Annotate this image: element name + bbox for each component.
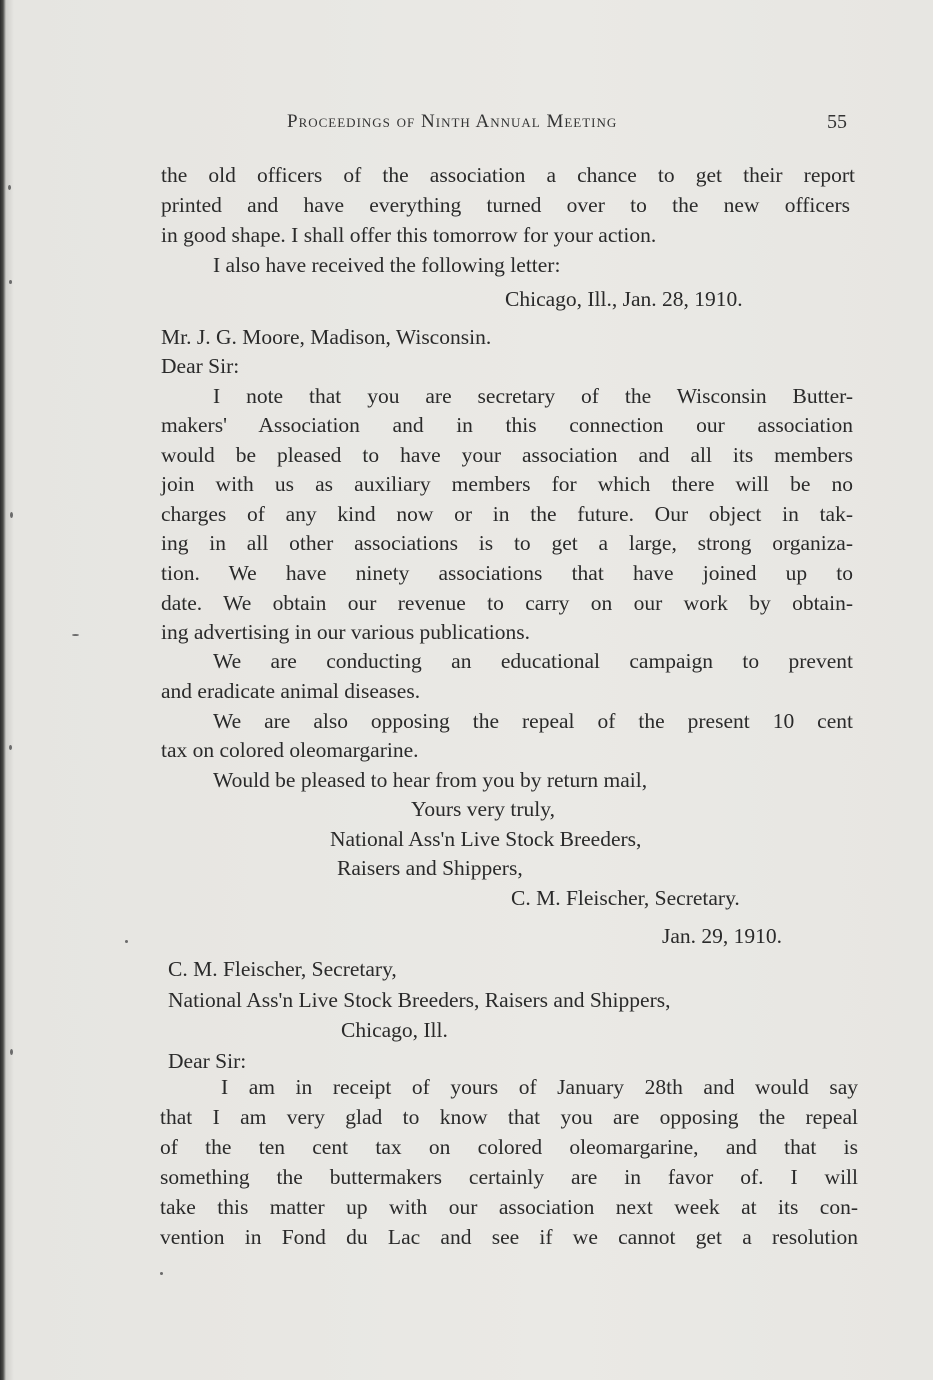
- text-line: tax on colored oleomargarine.: [161, 738, 419, 762]
- text-line: tion. We have ninety associations that have joined up to: [161, 561, 853, 585]
- paper-speck: [72, 634, 79, 636]
- signature-name: C. M. Fleischer, Secretary.: [511, 886, 740, 910]
- text-line: Would be pleased to hear from you by return mail,: [213, 768, 648, 792]
- paper-speck: [10, 512, 13, 518]
- text-line: makers' Association and in this connection our association: [161, 413, 853, 437]
- text-line: I note that you are secretary of the Wisconsin Butter-: [213, 384, 853, 408]
- text-line: We are also opposing the repeal of the present 10 cent: [213, 709, 853, 733]
- text-line: the old officers of the association a chance to get their report: [161, 163, 855, 187]
- text-line: of the ten cent tax on colored oleomargarine, and that is: [160, 1135, 858, 1159]
- text-line: would be pleased to have your association and all its members: [161, 443, 853, 467]
- paper-speck: [10, 1049, 13, 1055]
- signature-org: Raisers and Shippers,: [337, 856, 523, 880]
- reply-recipient: C. M. Fleischer, Secretary,: [168, 957, 397, 981]
- reply-recipient-city: Chicago, Ill.: [341, 1018, 448, 1042]
- reply-date: Jan. 29, 1910.: [662, 924, 783, 948]
- text-line: ing advertising in our various publications.: [161, 620, 531, 644]
- letter-date: Chicago, Ill., Jan. 28, 1910.: [505, 287, 743, 311]
- text-line: I also have received the following letter:: [213, 253, 561, 277]
- text-line: date. We obtain our revenue to carry on our work by obtain-: [161, 591, 853, 615]
- signature-org: National Ass'n Live Stock Breeders,: [330, 827, 642, 851]
- paper-speck: [8, 185, 11, 190]
- salutation: Dear Sir:: [161, 354, 240, 378]
- paper-speck: [125, 940, 128, 943]
- text-line: I am in receipt of yours of January 28th and would say: [221, 1075, 858, 1099]
- text-line: charges of any kind now or in the future. Our object in tak-: [161, 502, 853, 526]
- running-head: Proceedings of Ninth Annual Meeting: [287, 111, 618, 132]
- salutation: Dear Sir:: [168, 1049, 247, 1073]
- paper-speck: [160, 1272, 163, 1275]
- paper-speck: [9, 745, 12, 750]
- letter-recipient: Mr. J. G. Moore, Madison, Wisconsin.: [161, 325, 492, 349]
- text-line: vention in Fond du Lac and see if we cannot get a resolution: [160, 1225, 858, 1249]
- paper-speck: [9, 280, 12, 284]
- text-line: take this matter up with our association next week at its con-: [160, 1195, 858, 1219]
- text-line: printed and have everything turned over to the new officers: [161, 193, 850, 217]
- text-line: ing in all other associations is to get a large, strong organiza-: [161, 531, 853, 555]
- text-line: in good shape. I shall offer this tomorrow for your action.: [161, 223, 657, 247]
- page-number: 55: [827, 111, 847, 133]
- text-line: and eradicate animal diseases.: [161, 679, 421, 703]
- text-line: join with us as auxiliary members for which there will be no: [161, 472, 853, 496]
- reply-recipient-org: National Ass'n Live Stock Breeders, Raisers and Shippers,: [168, 988, 671, 1012]
- text-line: We are conducting an educational campaign to prevent: [213, 649, 853, 673]
- text-line: something the buttermakers certainly are in favor of. I will: [160, 1165, 858, 1189]
- closing: Yours very truly,: [411, 797, 555, 821]
- text-line: that I am very glad to know that you are opposing the repeal: [160, 1105, 858, 1129]
